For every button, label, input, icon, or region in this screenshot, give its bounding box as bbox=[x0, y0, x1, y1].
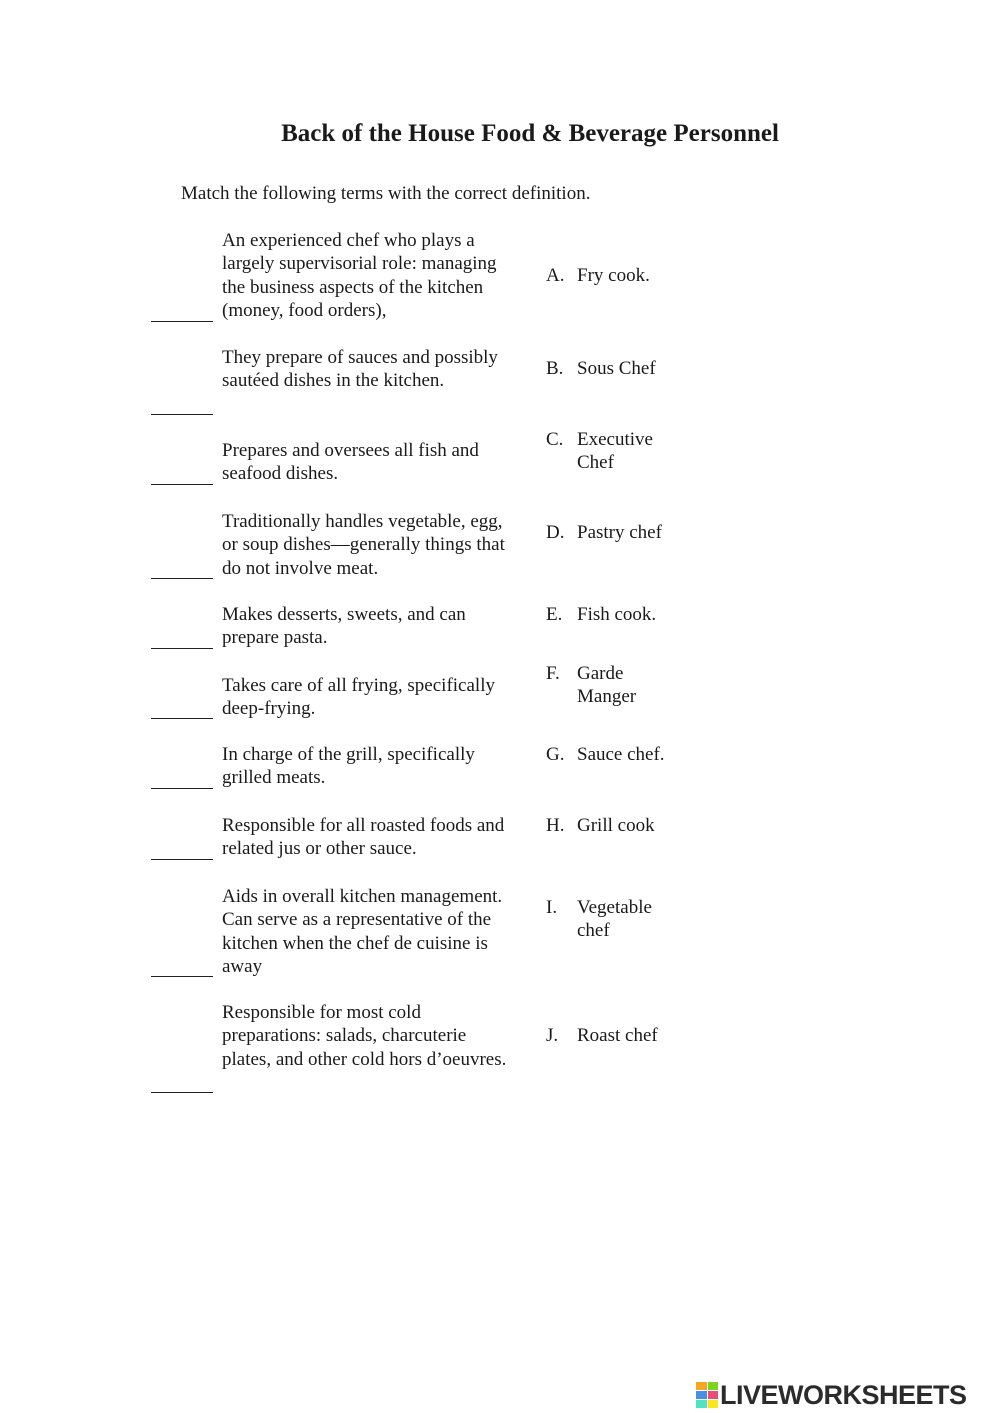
brand-mark-icon bbox=[696, 1382, 718, 1408]
option-term: Vegetable chef bbox=[577, 897, 652, 941]
option-term: Grill cook bbox=[577, 815, 655, 836]
option-e bbox=[546, 603, 687, 626]
definition-4: Traditionally handles vegetable, egg, or soup dishes—generally things that do not involve meat. bbox=[222, 511, 505, 579]
option-letter: D. bbox=[546, 522, 565, 543]
definition-8: Responsible for all roasted foods and related jus or other sauce. bbox=[222, 815, 505, 860]
liveworksheets-logo bbox=[696, 1378, 967, 1412]
option-letter: C. bbox=[546, 429, 564, 450]
option-letter: A. bbox=[546, 265, 565, 286]
option-letter: F. bbox=[546, 663, 560, 684]
worksheet-title: Back of the House Food & Beverage Personnel bbox=[281, 120, 779, 147]
answer-blank-4[interactable] bbox=[151, 578, 213, 579]
answer-blank-10[interactable] bbox=[151, 1092, 213, 1093]
option-term: Pastry chef bbox=[577, 522, 662, 543]
definition-10: Responsible for most cold preparations: salads, charcuterie plates, and other cold hors d’oeuvres. bbox=[222, 1002, 507, 1070]
option-letter: E. bbox=[546, 604, 563, 625]
answer-blank-6[interactable] bbox=[151, 718, 213, 719]
option-term: Fish cook. bbox=[577, 604, 657, 625]
definition-1: An experienced chef who plays a largely supervisorial role: managing the business aspects of the kitchen (money, food orders), bbox=[222, 230, 497, 321]
option-term: Fry cook. bbox=[577, 265, 650, 286]
definition-3: Prepares and oversees all fish and seafood dishes. bbox=[222, 440, 479, 485]
option-term: Garde Manger bbox=[577, 663, 637, 707]
option-g bbox=[546, 743, 687, 766]
definition-6: Takes care of all frying, specifically deep-frying. bbox=[222, 675, 495, 720]
definition-7: In charge of the grill, specifically grilled meats. bbox=[222, 744, 475, 789]
option-term: Executive Chef bbox=[577, 429, 653, 473]
answer-blank-1[interactable] bbox=[151, 321, 213, 322]
option-b bbox=[546, 357, 687, 380]
option-d bbox=[546, 521, 687, 544]
option-h bbox=[546, 814, 687, 837]
option-term: Sauce chef. bbox=[577, 744, 665, 765]
option-f bbox=[546, 662, 687, 708]
answer-blank-3[interactable] bbox=[151, 484, 213, 485]
answer-blank-5[interactable] bbox=[151, 648, 213, 649]
option-term: Sous Chef bbox=[577, 358, 656, 379]
answer-blank-7[interactable] bbox=[151, 788, 213, 789]
instructions: Match the following terms with the correct definition. bbox=[181, 183, 591, 204]
option-a bbox=[546, 264, 687, 287]
option-letter: G. bbox=[546, 744, 565, 765]
definition-2: They prepare of sauces and possibly sautéed dishes in the kitchen. bbox=[222, 347, 498, 392]
option-letter: H. bbox=[546, 815, 565, 836]
option-letter: I. bbox=[546, 897, 558, 918]
answer-blank-2[interactable] bbox=[151, 414, 213, 415]
option-letter: J. bbox=[546, 1025, 559, 1046]
option-i bbox=[546, 896, 687, 942]
option-j bbox=[546, 1024, 687, 1047]
brand-name: LIVEWORKSHEETS bbox=[720, 1379, 967, 1410]
answer-blank-9[interactable] bbox=[151, 976, 213, 977]
definition-5: Makes desserts, sweets, and can prepare pasta. bbox=[222, 604, 466, 649]
answer-blank-8[interactable] bbox=[151, 859, 213, 860]
option-term: Roast chef bbox=[577, 1025, 658, 1046]
definition-9: Aids in overall kitchen management. Can serve as a representative of the kitchen when the chef de cuisine is away bbox=[222, 886, 503, 977]
option-letter: B. bbox=[546, 358, 564, 379]
option-c bbox=[546, 428, 687, 474]
